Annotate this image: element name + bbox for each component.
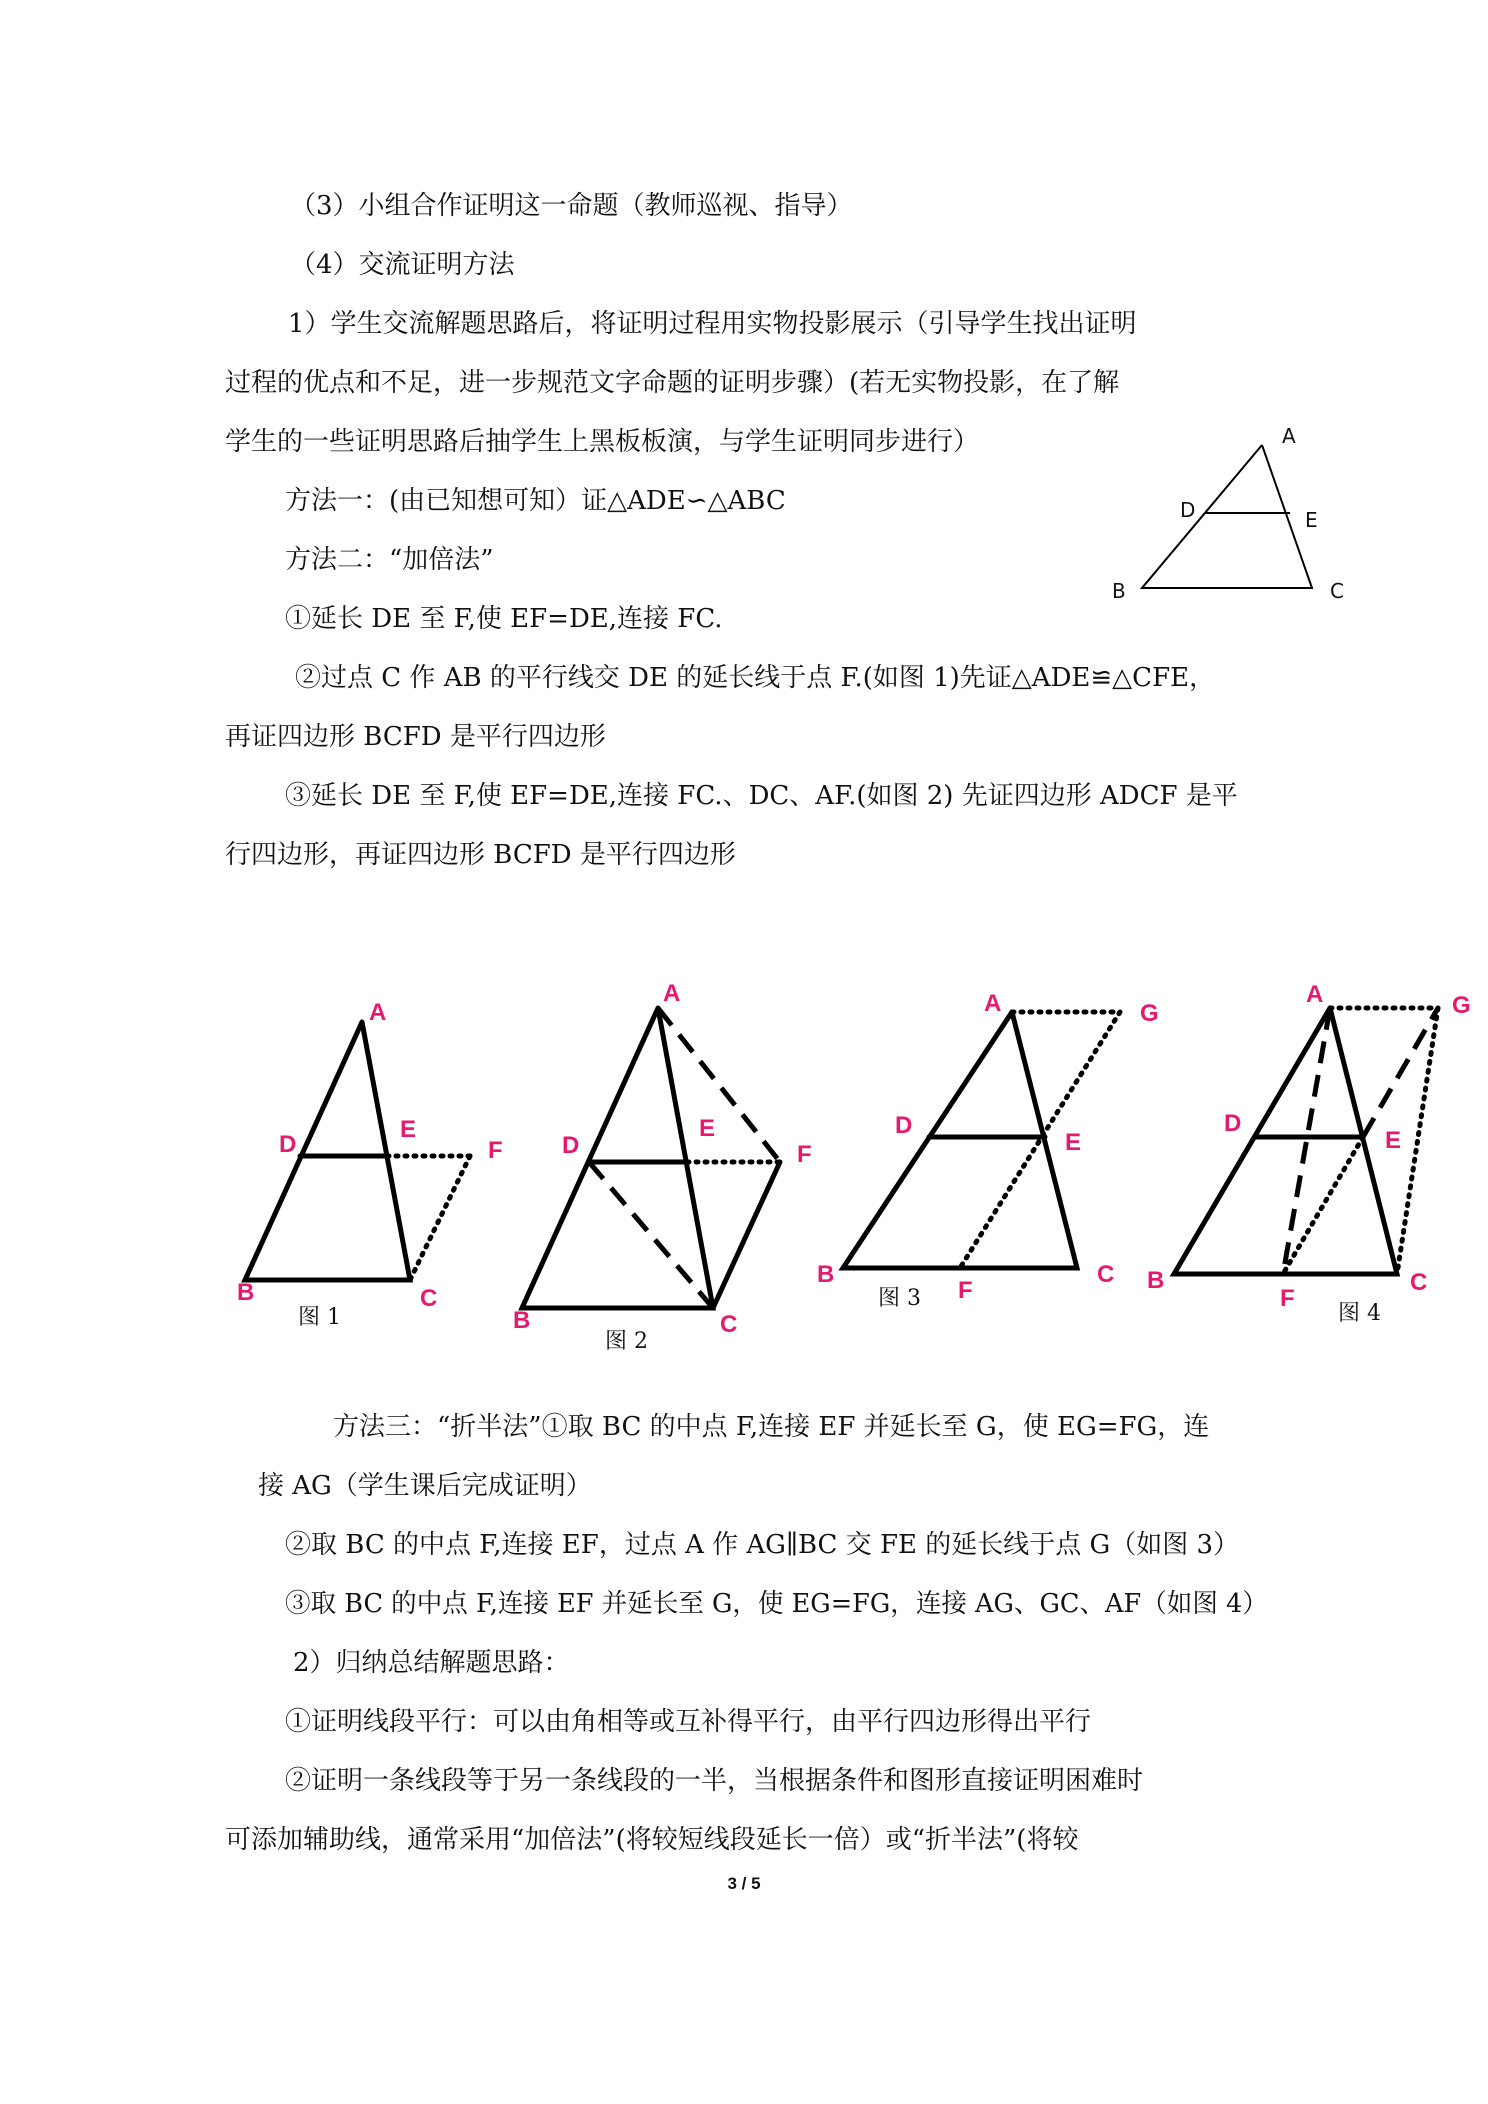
- fig4-label-f: F: [1280, 1285, 1295, 1312]
- page-number: 3 / 5: [727, 1874, 761, 1893]
- text-line: 过程的优点和不足，进一步规范文字命题的证明步骤）(若无实物投影，在了解: [225, 368, 1120, 398]
- text-line: ③取 BC 的中点 F,连接 EF 并延长至 G，使 EG=FG，连接 AG、GC、AF（如图 4）: [285, 1589, 1268, 1619]
- figure-3: [817, 990, 1159, 1311]
- text-line: 方法一：(由已知想可知）证△ADE∽△ABC: [285, 486, 786, 516]
- text-line: 再证四边形 BCFD 是平行四边形: [225, 722, 606, 752]
- fig4-label-e: E: [1385, 1127, 1402, 1154]
- fig4-label-g: G: [1452, 992, 1471, 1019]
- fig2-label-e: E: [699, 1115, 716, 1142]
- fig3-label-e: E: [1065, 1129, 1082, 1156]
- fig4-segment-ef: [1283, 1137, 1363, 1274]
- fig4-label-d: D: [1224, 1110, 1242, 1137]
- small-label-b: B: [1112, 579, 1126, 603]
- fig1-triangle: [245, 1022, 410, 1280]
- fig1-segment-fc: [410, 1156, 470, 1280]
- text-line: （3）小组合作证明这一命题（教师巡视、指导）: [290, 191, 853, 221]
- text-line: 方法二：“加倍法”: [285, 545, 494, 575]
- fig4-caption: 图 4: [1338, 1301, 1381, 1326]
- text-line: 行四边形，再证四边形 BCFD 是平行四边形: [225, 840, 736, 870]
- text-line: （4）交流证明方法: [290, 250, 515, 280]
- figure-1: [237, 999, 503, 1330]
- figure-2: [513, 980, 812, 1354]
- text-line: 学生的一些证明思路后抽学生上黑板板演，与学生证明同步进行）: [225, 427, 980, 457]
- text-line: ②证明一条线段等于另一条线段的一半，当根据条件和图形直接证明困难时: [285, 1766, 1144, 1796]
- fig2-segment-fc: [713, 1162, 780, 1308]
- fig2-caption: 图 2: [605, 1329, 648, 1354]
- fig3-triangle: [843, 1012, 1077, 1268]
- text-line: 接 AG（学生课后完成证明）: [258, 1471, 592, 1501]
- fig2-label-f: F: [797, 1141, 812, 1168]
- fig3-label-c: C: [1097, 1261, 1115, 1288]
- text-line: ①延长 DE 至 F,使 EF=DE,连接 FC.: [285, 604, 723, 634]
- text-line: ③延长 DE 至 F,使 EF=DE,连接 FC.、DC、AF.(如图 2) 先证四边形 ADCF 是平: [285, 781, 1238, 811]
- fig3-label-b: B: [817, 1261, 835, 1288]
- fig1-caption: 图 1: [298, 1305, 341, 1330]
- fig2-triangle: [522, 1008, 716, 1308]
- fig1-label-e: E: [400, 1116, 417, 1143]
- fig2-label-a: A: [663, 980, 681, 1007]
- fig4-label-b: B: [1147, 1267, 1165, 1294]
- text-line: 可添加辅助线，通常采用“加倍法”(将较短线段延长一倍）或“折半法”(将较: [225, 1825, 1079, 1855]
- fig2-label-d: D: [562, 1132, 580, 1159]
- fig3-label-g: G: [1140, 1000, 1159, 1027]
- text-line: 1）学生交流解题思路后，将证明过程用实物投影展示（引导学生找出证明: [288, 309, 1137, 339]
- fig1-label-d: D: [279, 1131, 297, 1158]
- figure-4: [1147, 981, 1471, 1326]
- small-label-a: A: [1282, 424, 1296, 448]
- small-label-c: C: [1330, 579, 1344, 603]
- text-line: ①证明线段平行：可以由角相等或互补得平行，由平行四边形得出平行: [285, 1707, 1092, 1737]
- fig2-label-c: C: [720, 1311, 738, 1338]
- fig3-caption: 图 3: [878, 1286, 921, 1311]
- fig1-label-c: C: [420, 1285, 438, 1312]
- fig1-label-f: F: [488, 1137, 503, 1164]
- fig4-triangle: [1174, 1008, 1397, 1274]
- text-line: ②取 BC 的中点 F,连接 EF，过点 A 作 AG∥BC 交 FE 的延长线于点 G（如图 3）: [285, 1530, 1240, 1560]
- text-line: ②过点 C 作 AB 的平行线交 DE 的延长线于点 F.(如图 1)先证△ADE≌△CFE，: [295, 663, 1216, 693]
- small-label-d: D: [1180, 498, 1196, 522]
- fig3-label-f: F: [958, 1277, 973, 1304]
- text-line: 方法三：“折半法”①取 BC 的中点 F,连接 EF 并延长至 G，使 EG=FG，连: [333, 1412, 1210, 1442]
- fig4-label-a: A: [1306, 981, 1324, 1008]
- fig1-label-b: B: [237, 1279, 255, 1306]
- fig2-segment-dc: [589, 1162, 713, 1308]
- text-line: 2）归纳总结解题思路：: [293, 1648, 570, 1678]
- fig1-label-a: A: [369, 999, 387, 1026]
- fig4-label-c: C: [1410, 1269, 1428, 1296]
- fig2-label-b: B: [513, 1307, 531, 1334]
- small-label-e: E: [1305, 508, 1318, 532]
- fig3-label-d: D: [895, 1112, 913, 1139]
- fig2-segment-af: [658, 1008, 780, 1162]
- fig3-label-a: A: [984, 990, 1002, 1017]
